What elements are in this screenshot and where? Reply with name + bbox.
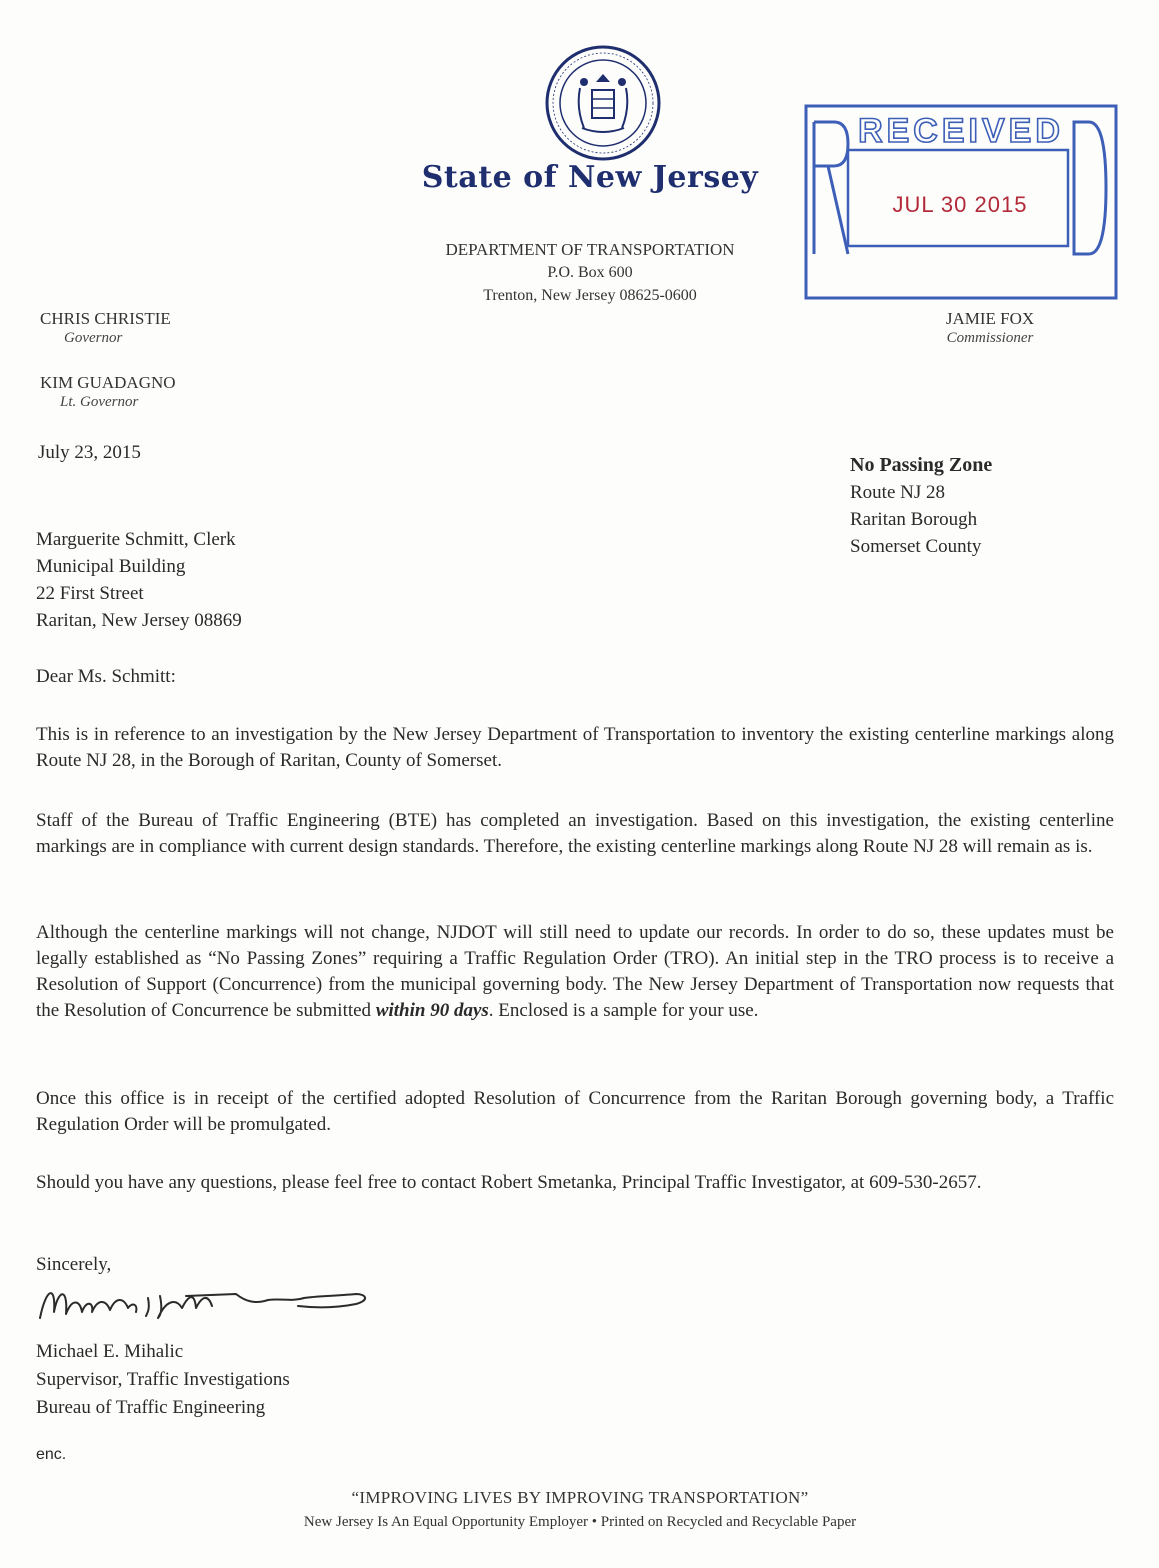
deadline-emphasis: within 90 days: [375, 1000, 489, 1021]
lt-governor-name: KIM GUADAGNO: [40, 373, 176, 392]
footer: [180, 1488, 980, 1531]
closing: Sincerely,: [36, 1254, 112, 1275]
enclosure-note: enc.: [36, 1446, 67, 1463]
recipient-line: Marguerite Schmitt, Clerk: [36, 529, 236, 550]
handwritten-signature: [36, 1278, 376, 1328]
recipient-line: Raritan, New Jersey 08869: [36, 610, 242, 631]
governor-name: CHRIS CHRISTIE: [40, 309, 171, 328]
letter-date: July 23, 2015: [38, 442, 141, 463]
state-name-masthead: State of New Jersey: [421, 160, 759, 195]
body-paragraph-4: Once this office is in receipt of the certified adopted Resolution of Concurrence from the Raritan Borough governing body, a Traffic Regulation Order will be promulgated.: [36, 1088, 1114, 1135]
paragraph-3-text: Although the centerline markings will not change, NJDOT will still need to update our records. In order to do so, these updates must be legally established as “No Passing Zones” requiring a Traffic Regulation Order (TRO). An initial step in the TRO process is to receive a Resolution of Support (Concurrence) from the municipal governing body. The New Jersey Department of Transportation now requests that the Resolution of Concurrence be submitted: [36, 922, 1114, 1021]
lt-governor-block: [40, 372, 176, 411]
subject-county: Somerset County: [850, 536, 982, 557]
nj-state-seal-icon: [544, 44, 662, 162]
governor-title: Governor: [64, 330, 123, 346]
footer-eeo-statement: New Jersey Is An Equal Opportunity Employer • Printed on Recycled and Recyclable Paper: [303, 1514, 857, 1530]
footer-motto: “IMPROVING LIVES BY IMPROVING TRANSPORTATION”: [351, 1488, 809, 1507]
subject-municipality: Raritan Borough: [850, 509, 978, 530]
commissioner-block: [880, 308, 1100, 347]
governor-block: [40, 308, 171, 347]
department-address: [380, 238, 800, 307]
subject-block: [850, 452, 992, 560]
body-paragraph-3: [36, 920, 1114, 1024]
commissioner-title: Commissioner: [946, 330, 1034, 346]
recipient-line: Municipal Building: [36, 556, 186, 577]
signer-bureau: Bureau of Traffic Engineering: [36, 1397, 266, 1418]
subject-heading: No Passing Zone: [850, 454, 993, 476]
signer-title: Supervisor, Traffic Investigations: [36, 1369, 290, 1390]
po-box: P.O. Box 600: [547, 264, 633, 281]
lt-governor-title: Lt. Governor: [60, 394, 139, 410]
body-paragraph-1: This is in reference to an investigation by the New Jersey Department of Transportation to inventory the existing centerline markings along Route NJ 28, in the Borough of Raritan, County of Somerset.: [36, 724, 1114, 771]
body-paragraph-2: Staff of the Bureau of Traffic Engineering (BTE) has completed an investigation. Based on this investigation, the existing centerline markings are in compliance with current design standards. Therefore, the existing centerline markings along Route NJ 28 will remain as is.: [36, 810, 1114, 857]
recipient-line: 22 First Street: [36, 583, 144, 604]
body-paragraph-5: Should you have any questions, please feel free to contact Robert Smetanka, Principal Traffic Investigator, at 609-530-2657.: [36, 1172, 982, 1193]
signer-name: Michael E. Mihalic: [36, 1341, 184, 1362]
received-stamp-label: RECEIVED: [858, 112, 1064, 150]
received-stamp-date: JUL 30 2015: [892, 192, 1028, 217]
department-city: Trenton, New Jersey 08625-0600: [483, 287, 697, 304]
signer-block: [36, 1338, 290, 1422]
subject-route: Route NJ 28: [850, 482, 945, 503]
commissioner-name: JAMIE FOX: [945, 309, 1035, 328]
recipient-address: [36, 526, 242, 634]
salutation: Dear Ms. Schmitt:: [36, 666, 176, 687]
paragraph-3-end: . Enclosed is a sample for your use.: [488, 1000, 759, 1021]
department-name: DEPARTMENT OF TRANSPORTATION: [445, 240, 735, 259]
